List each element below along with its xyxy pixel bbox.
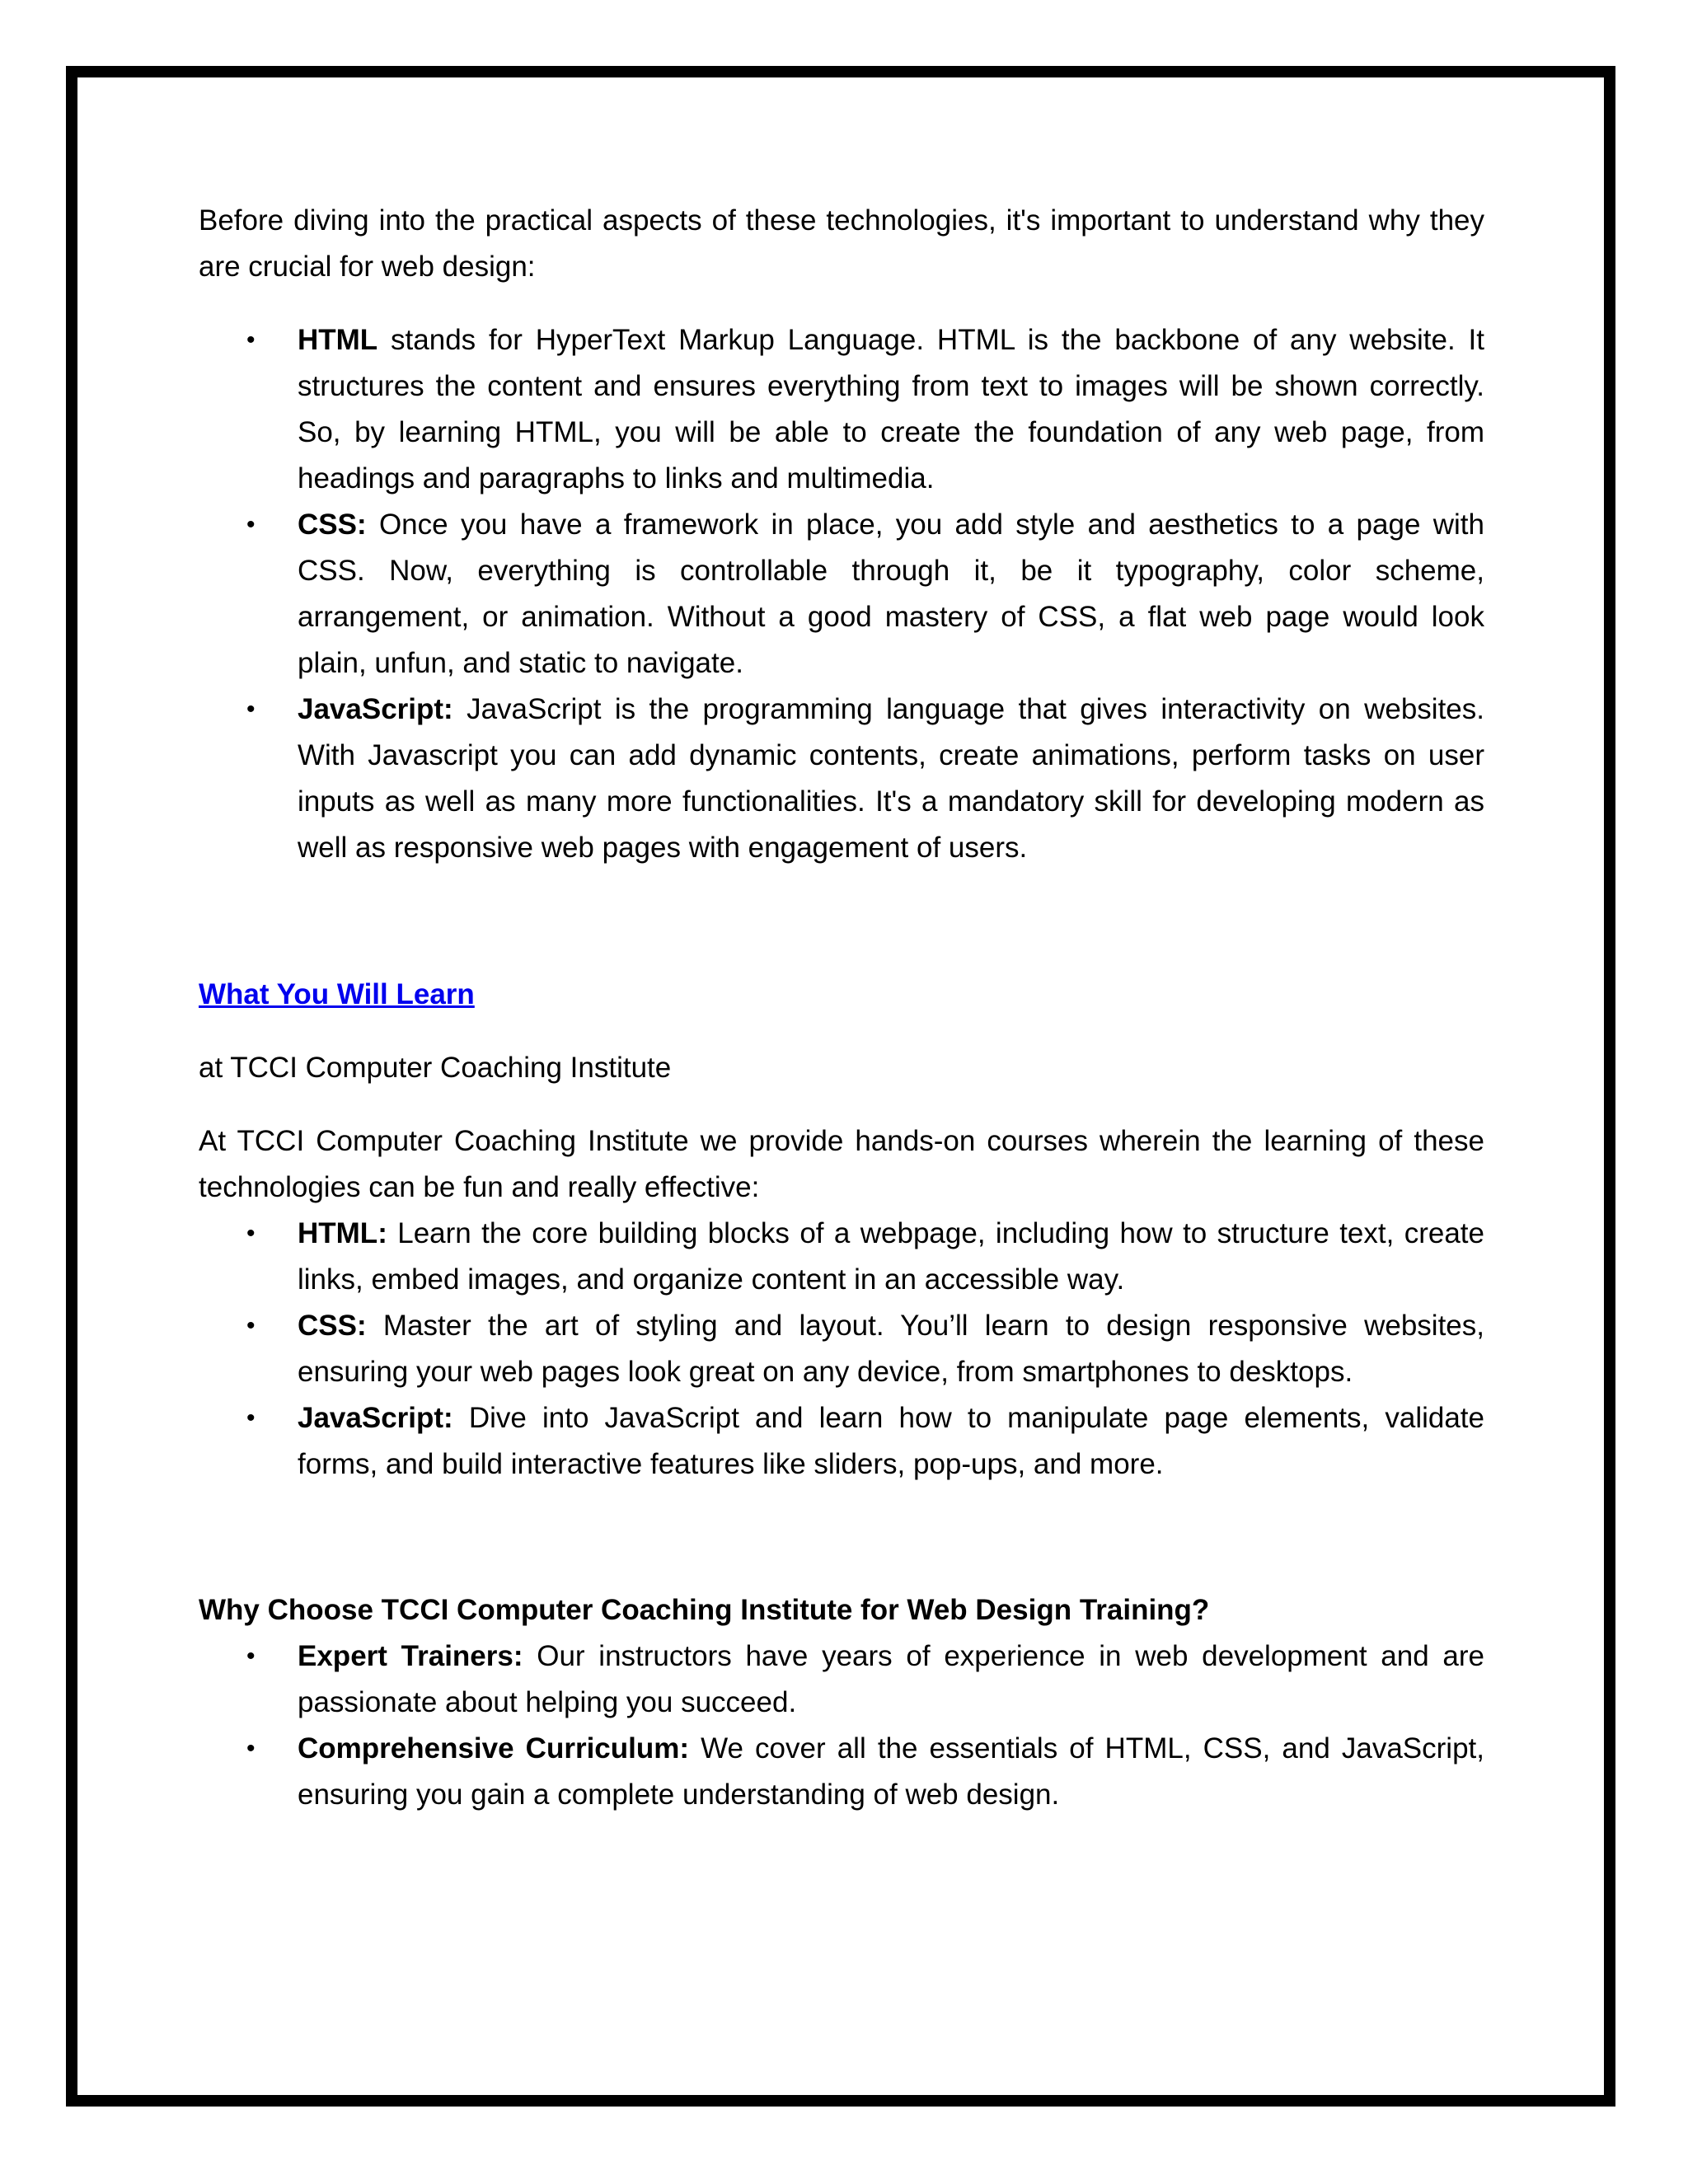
list-item-term: Comprehensive Curriculum: [298, 1732, 690, 1765]
list-item-text: JavaScript is the programming language that gives interactivity on websites. With Javascript you can add dynamic contents, create animations, perform tasks on user inputs as well as many more functionalities. It's a mandatory skill for developing modern as well as responsive web pages with engagement of users. [298, 693, 1484, 864]
list-item-term: CSS: [298, 509, 367, 541]
list-item-term: HTML: [298, 1217, 387, 1249]
list-item-comprehensive-curriculum [199, 1726, 1484, 1818]
learn-subtitle: at TCCI Computer Coaching Institute [199, 1052, 672, 1084]
why-choose-heading: Why Choose TCCI Computer Coaching Institute for Web Design Training? [199, 1594, 1210, 1626]
bullet-icon: • [246, 1404, 256, 1432]
list-item-text: Once you have a framework in place, you add style and aesthetics to a page with CSS. Now, everything is controllable through it, be it typography, color scheme, arrangement, or animation. Without a good mastery of CSS, a flat web page would look plain, unfun, and static to navigate. [298, 509, 1484, 679]
list-item-javascript [199, 687, 1484, 871]
list-item-css [199, 1303, 1484, 1395]
list-item-term: HTML [298, 324, 378, 356]
list-item-text: Our instructors have years of experience in web development and are passionate about helping you succeed. [298, 1640, 1485, 1718]
list-item-text: We cover all the essentials of HTML, CSS, and JavaScript, ensuring you gain a complete understanding of web design. [298, 1732, 1484, 1811]
bullet-icon: • [246, 696, 256, 723]
list-item-term: JavaScript: [298, 1402, 453, 1434]
what-you-will-learn-link[interactable]: What You Will Learn [199, 978, 475, 1010]
bullet-icon: • [246, 1643, 256, 1670]
bullet-icon: • [246, 1735, 256, 1762]
why-crucial-list [199, 317, 1484, 871]
list-item-html [199, 1211, 1484, 1303]
learn-intro-paragraph: At TCCI Computer Coaching Institute we provide hands-on courses wherein the learning of these technologies can be fun and really effective: [199, 1125, 1484, 1203]
list-item-html [199, 317, 1484, 502]
bullet-icon: • [246, 1312, 256, 1339]
list-item-text: Dive into JavaScript and learn how to manipulate page elements, validate forms, and build interactive features like sliders, pop-ups, and more. [298, 1402, 1484, 1480]
bullet-icon: • [246, 1220, 256, 1247]
list-item-term: CSS: [298, 1310, 367, 1342]
list-item-term: JavaScript: [298, 693, 453, 725]
what-you-learn-list [199, 1211, 1484, 1488]
list-item-text: Learn the core building blocks of a webpage, including how to structure text, create links, embed images, and organize content in an accessible way. [298, 1217, 1484, 1296]
list-item-css [199, 502, 1484, 687]
intro-paragraph: Before diving into the practical aspects of these technologies, it's important to understand why they are crucial for web design: [199, 204, 1484, 283]
why-choose-list [199, 1633, 1484, 1818]
list-item-javascript [199, 1395, 1484, 1488]
bullet-icon: • [246, 511, 256, 538]
list-item-text: stands for HyperText Markup Language. HTML is the backbone of any website. It structures the content and ensures everything from text to images will be shown correctly. So, by learning HTML, you will be able to create the foundation of any web page, from headings and paragraphs to links and multimedia. [298, 324, 1484, 494]
list-item-expert-trainers [199, 1633, 1484, 1726]
bullet-icon: • [246, 326, 256, 354]
list-item-term: Expert Trainers: [298, 1640, 523, 1672]
document-body [199, 198, 1484, 1818]
list-item-text: Master the art of styling and layout. You’ll learn to design responsive websites, ensuring your web pages look great on any device, from smartphones to desktops. [298, 1310, 1484, 1388]
